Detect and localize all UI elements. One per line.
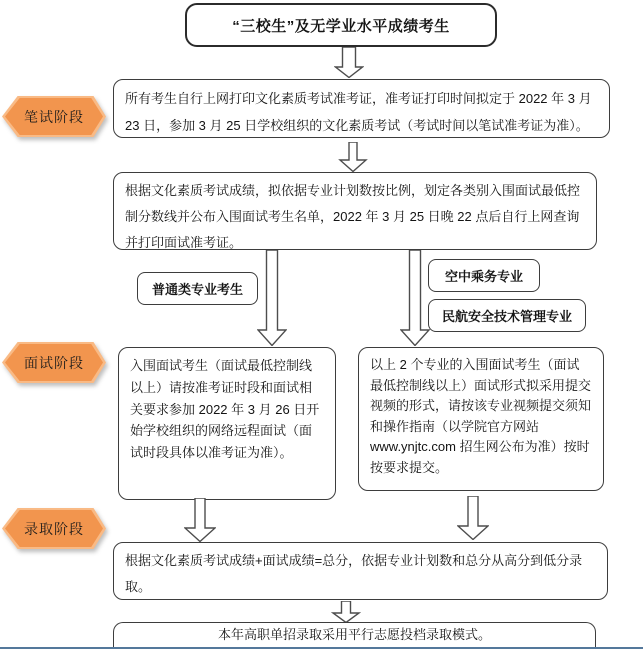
flow-node-interview-general: 入围面试考生（面试最低控制线以上）请按准考证时段和面试相关要求参加 2022 年 3 月 26 日开始学校组织的网络远程面试（面试时段具体以准考证为准）。 bbox=[118, 347, 336, 500]
down-arrow-icon bbox=[184, 498, 216, 542]
flow-node-title: “三校生”及无学业水平成绩考生 bbox=[185, 3, 497, 47]
stage-label-admission: 录取阶段 bbox=[24, 520, 84, 537]
stage-banner-interview bbox=[2, 342, 106, 383]
flow-node-admission-mode: 本年高职单招录取采用平行志愿投档录取模式。 bbox=[113, 622, 596, 647]
bottom-divider bbox=[0, 647, 643, 649]
down-arrow-icon bbox=[257, 250, 287, 346]
down-arrow-icon bbox=[338, 142, 368, 172]
stage-banner-written bbox=[2, 96, 106, 137]
flow-node-interview-video: 以上 2 个专业的入围面试考生（面试最低控制线以上）面试形式拟采用提交视频的形式，请按该专业视频提交须知和操作指南（以学院官方网站 www.ynjtc.com 招生网公布为准）按时按要求提交。 bbox=[358, 347, 604, 491]
flow-node-shortlist: 根据文化素质考试成绩，拟依据专业计划数按比例，划定各类别入围面试最低控制分数线并公布入围面试考生名单，2022 年 3 月 25 日晚 22 点后自行上网查询并打印面试准考证。 bbox=[113, 172, 597, 250]
down-arrow-icon bbox=[331, 601, 361, 623]
flow-node-scoring: 根据文化素质考试成绩+面试成绩=总分，依据专业计划数和总分从高分到低分录取。 bbox=[113, 542, 608, 600]
stage-label-written: 笔试阶段 bbox=[24, 108, 84, 125]
flow-node-branch-aviation-safety: 民航安全技术管理专业 bbox=[428, 299, 586, 332]
flow-node-print-ticket: 所有考生自行上网打印文化素质考试准考证，准考证打印时间拟定于 2022 年 3 月 23 日，参加 3 月 25 日学校组织的文化素质考试（考试时间以笔试准考证为准）。 bbox=[113, 79, 610, 138]
down-arrow-icon bbox=[400, 250, 430, 346]
stage-banner-admission bbox=[2, 508, 106, 549]
down-arrow-icon bbox=[334, 47, 364, 78]
down-arrow-icon bbox=[457, 496, 489, 540]
stage-label-interview: 面试阶段 bbox=[24, 354, 84, 371]
flow-node-branch-cabin-crew: 空中乘务专业 bbox=[428, 259, 540, 292]
flow-node-branch-general: 普通类专业考生 bbox=[137, 272, 258, 305]
